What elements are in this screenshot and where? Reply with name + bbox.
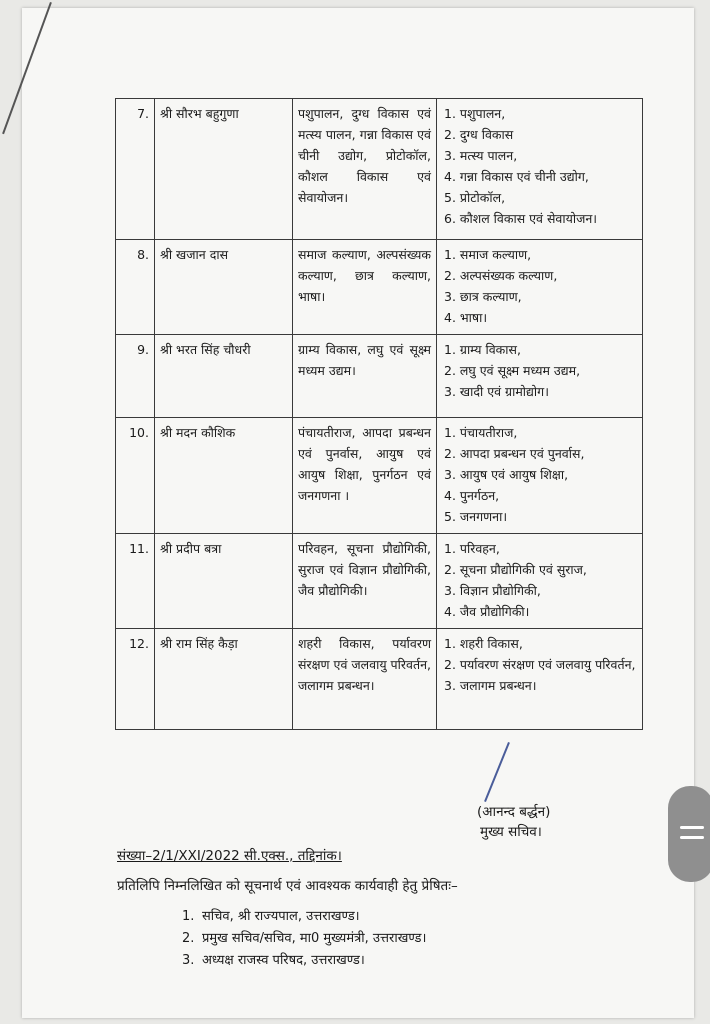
row-number: 7. <box>116 99 155 240</box>
department-item: 3. आयुष एवं आयुष शिक्षा, <box>444 467 569 482</box>
department-item: 3. विज्ञान प्रौद्योगिकी, <box>444 583 541 598</box>
minister-name: श्री राम सिंह कैड़ा <box>155 629 293 730</box>
department-item: 3. खादी एवं ग्रामोद्योग। <box>444 384 549 399</box>
department-item: 4. भाषा। <box>444 310 488 325</box>
minister-name: श्री प्रदीप बत्रा <box>155 534 293 629</box>
table-row <box>116 99 643 240</box>
department-list <box>437 335 643 418</box>
department-list <box>437 240 643 335</box>
minister-name: श्री भरत सिंह चौधरी <box>155 335 293 418</box>
department-item: 2. आपदा प्रबन्धन एवं पुनर्वास, <box>444 446 585 461</box>
portfolio-summary: समाज कल्याण, अल्पसंख्यक कल्याण, छात्र कल्याण, भाषा। <box>293 240 437 335</box>
department-item: 4. गन्ना विकास एवं चीनी उद्योग, <box>444 169 589 184</box>
department-item: 3. छात्र कल्याण, <box>444 289 522 304</box>
row-number: 10. <box>116 418 155 534</box>
portfolio-summary: ग्राम्य विकास, लघु एवं सूक्ष्म मध्यम उद्यम। <box>293 335 437 418</box>
department-item: 5. प्रोटोकॉल, <box>444 190 506 205</box>
row-number: 11. <box>116 534 155 629</box>
table-row <box>116 335 643 418</box>
department-item: 1. ग्राम्य विकास, <box>444 342 521 357</box>
list-item: 1. सचिव, श्री राज्यपाल, उत्तराखण्ड। <box>182 909 360 924</box>
department-item: 5. जनगणना। <box>444 509 508 524</box>
table-row <box>116 240 643 335</box>
department-item: 1. समाज कल्याण, <box>444 247 532 262</box>
department-list <box>437 534 643 629</box>
portfolio-summary: परिवहन, सूचना प्रौद्योगिकी, सुराज एवं विज्ञान प्रौद्योगिकी, जैव प्रौद्योगिकी। <box>293 534 437 629</box>
department-item: 4. पुनर्गठन, <box>444 488 500 503</box>
signatory-designation: मुख्य सचिव। <box>480 824 542 840</box>
department-item: 1. पंचायतीराज, <box>444 425 518 440</box>
department-item: 1. परिवहन, <box>444 541 500 556</box>
department-list <box>437 418 643 534</box>
portfolio-summary: पंचायतीराज, आपदा प्रबन्धन एवं पुनर्वास, आयुष एवं आयुष शिक्षा, पुनर्गठन एवं जनगणना । <box>293 418 437 534</box>
minister-name: श्री खजान दास <box>155 240 293 335</box>
signatory-name: (आनन्द बर्द्धन) <box>477 804 551 820</box>
department-item: 6. कौशल विकास एवं सेवायोजन। <box>444 211 598 226</box>
minister-name: श्री सौरभ बहुगुणा <box>155 99 293 240</box>
department-item: 1. शहरी विकास, <box>444 636 523 651</box>
department-item: 2. अल्पसंख्यक कल्याण, <box>444 268 558 283</box>
minister-name: श्री मदन कौशिक <box>155 418 293 534</box>
department-item: 2. लघु एवं सूक्ष्म मध्यम उद्यम, <box>444 363 581 378</box>
department-item: 3. मत्स्य पालन, <box>444 148 518 163</box>
department-item: 4. जैव प्रौद्योगिकी। <box>444 604 530 619</box>
department-item: 3. जलागम प्रबन्धन। <box>444 678 537 693</box>
row-number: 8. <box>116 240 155 335</box>
row-number: 12. <box>116 629 155 730</box>
table-row <box>116 629 643 730</box>
department-list <box>437 99 643 240</box>
portfolio-summary: पशुपालन, दुग्ध विकास एवं मत्स्य पालन, गन्ना विकास एवं चीनी उद्योग, प्रोटोकॉल, कौशल विकास एवं सेवायोजन। <box>293 99 437 240</box>
department-item: 2. सूचना प्रौद्योगिकी एवं सुराज, <box>444 562 587 577</box>
list-item: 3. अध्यक्ष राजस्व परिषद, उत्तराखण्ड। <box>182 953 365 968</box>
portfolio-allocation-table <box>115 98 643 730</box>
row-number: 9. <box>116 335 155 418</box>
reference-number: संख्या–2/1/XXI/2022 सी.एक्स., तद्दिनांक। <box>117 848 342 864</box>
copy-recipient-list <box>182 906 426 972</box>
table-row <box>116 534 643 629</box>
portfolio-summary: शहरी विकास, पर्यावरण संरक्षण एवं जलवायु परिवर्तन, जलागम प्रबन्धन। <box>293 629 437 730</box>
table-row <box>116 418 643 534</box>
department-item: 1. पशुपालन, <box>444 106 506 121</box>
department-item: 2. दुग्ध विकास <box>444 127 514 142</box>
page-corner-mark <box>2 2 52 134</box>
department-list <box>437 629 643 730</box>
drag-handle-icon[interactable] <box>668 786 710 882</box>
copy-intro: प्रतिलिपि निम्नलिखित को सूचनार्थ एवं आवश्यक कार्यवाही हेतु प्रेषितः– <box>117 878 458 894</box>
list-item: 2. प्रमुख सचिव/सचिव, मा0 मुख्यमंत्री, उत्तराखण्ड। <box>182 931 427 946</box>
department-item: 2. पर्यावरण संरक्षण एवं जलवायु परिवर्तन, <box>444 657 636 672</box>
